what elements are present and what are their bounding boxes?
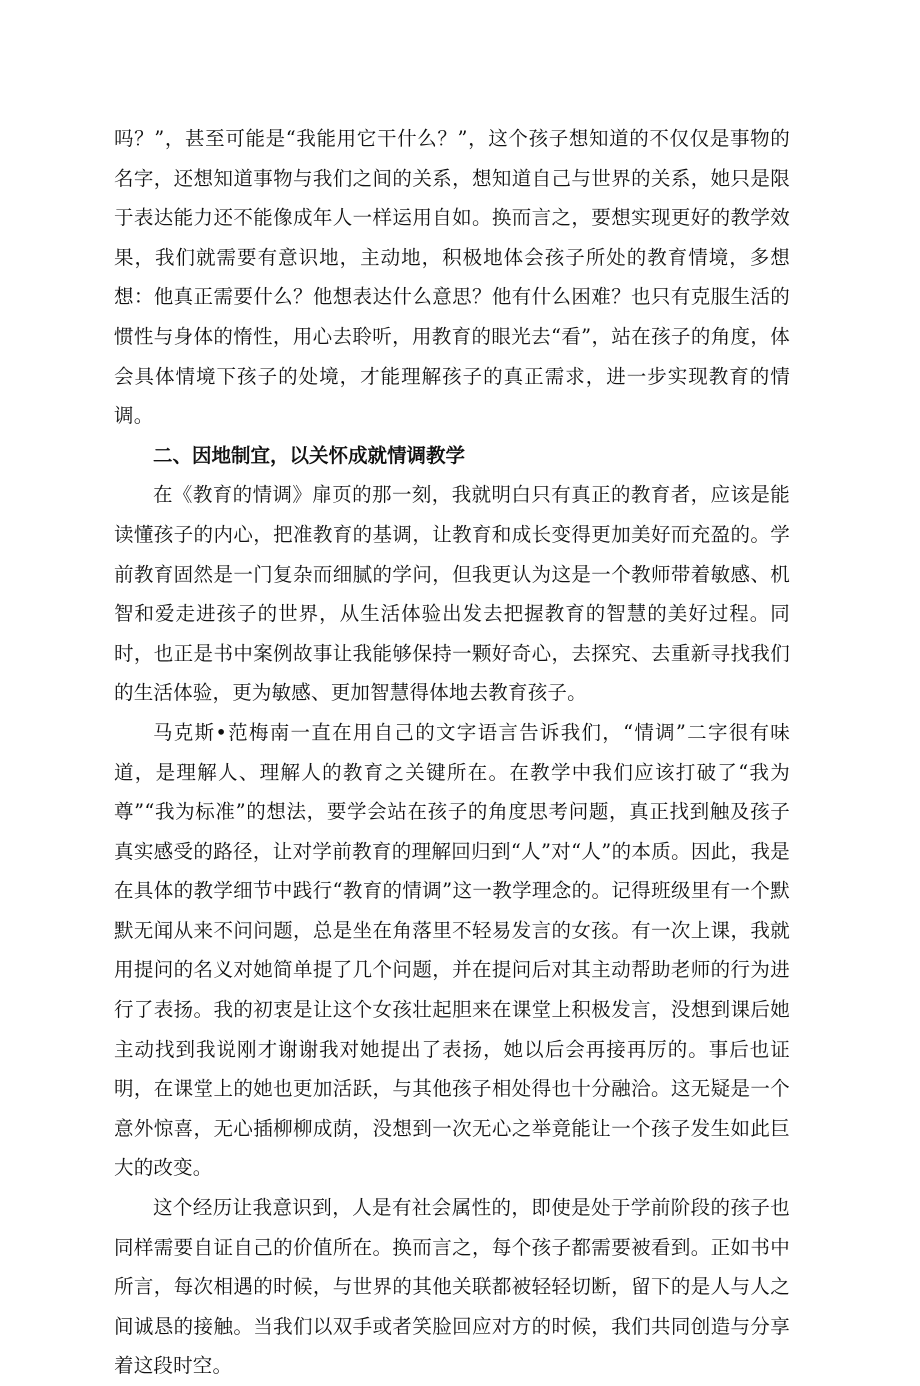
- body-paragraph-3: 马克斯•范梅南一直在用自己的文字语言告诉我们，“情调”二字很有味道，是理解人、理解人的教育之关键所在。在教学中我们应该打破了“我为尊”“我为标准”的想法，要学会站在孩子的角度思考问题，真正找到触及孩子真实感受的路径，让对学前教育的理解回归到“人”对“人”的本质。因此，我是在具体的教学细节中践行“教育的情调”这一教学理念的。记得班级里有一个默默无闻从来不问问题，总是坐在角落里不轻易发言的女孩。有一次上课，我就用提问的名义对她简单提了几个问题，并在提问后对其主动帮助老师的行为进行了表扬。我的初衷是让这个女孩壮起胆来在课堂上积极发言，没想到课后她主动找到我说刚才谢谢我对她提出了表扬，她以后会再接再厉的。事后也证明，在课堂上的她也更加活跃，与其他孩子相处得也十分融洽。这无疑是一个意外惊喜，无心插柳柳成荫，没想到一次无心之举竟能让一个孩子发生如此巨大的改变。: [114, 720, 790, 1180]
- body-paragraph-1: 吗？”，甚至可能是“我能用它干什么？”，这个孩子想知道的不仅仅是事物的名字，还想知道事物与我们之间的关系，想知道自己与世界的关系，她只是限于表达能力还不能像成年人一样运用自如。换而言之，要想实现更好的教学效果，我们就需要有意识地，主动地，积极地体会孩子所处的教育情境，多想想：他真正需要什么？他想表达什么意思？他有什么困难？也只有克服生活的惯性与身体的惰性，用心去聆听，用教育的眼光去“看”，站在孩子的角度，体会具体情境下孩子的处境，才能理解孩子的真正需求，进一步实现教育的情调。: [114, 127, 790, 428]
- section-heading: 二、因地制宜，以关怀成就情调教学: [153, 443, 466, 467]
- document-page: [114, 119, 790, 1386]
- body-paragraph-4: 这个经历让我意识到，人是有社会属性的，即使是处于学前阶段的孩子也同样需要自证自己的价值所在。换而言之，每个孩子都需要被看到。正如书中所言，每次相遇的时候，与世界的其他关联都被轻轻切断，留下的是人与人之间诚恳的接触。当我们以双手或者笑脸回应对方的时候，我们共同创造与分享着这段时空。: [114, 1196, 790, 1378]
- body-paragraph-2: 在《教育的情调》扉页的那一刻，我就明白只有真正的教育者，应该是能读懂孩子的内心，把准教育的基调，让教育和成长变得更加美好而充盈的。学前教育固然是一门复杂而细腻的学问，但我更认为这是一个教师带着敏感、机智和爱走进孩子的世界，从生活体验出发去把握教育的智慧的美好过程。同时，也正是书中案例故事让我能够保持一颗好奇心，去探究、去重新寻找我们的生活体验，更为敏感、更加智慧得体地去教育孩子。: [114, 483, 790, 705]
